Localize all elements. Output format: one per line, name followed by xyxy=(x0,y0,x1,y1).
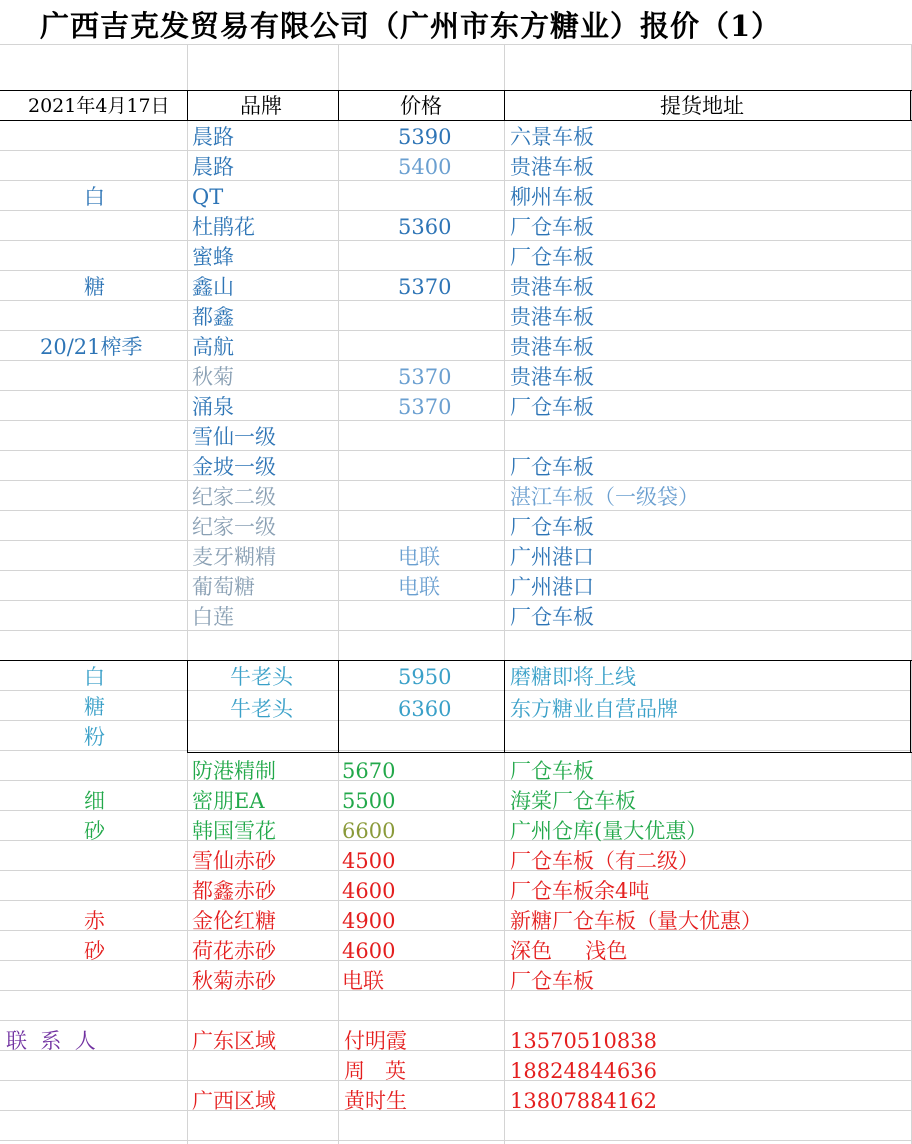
brand-cell: 防港精制 xyxy=(192,759,276,783)
brand-cell: 蜜蜂 xyxy=(192,245,234,269)
address-cell: 厂仓车板 xyxy=(510,605,594,629)
brand-cell: 纪家一级 xyxy=(192,515,276,539)
price-cell: 电联 xyxy=(398,545,440,569)
brand-cell: 都鑫 xyxy=(192,305,234,329)
brand-cell: 秋菊赤砂 xyxy=(192,969,276,993)
address-cell: 厂仓车板 xyxy=(510,969,594,993)
grid-vline xyxy=(910,660,911,752)
price-cell: 5370 xyxy=(398,395,452,419)
header-price: 价格 xyxy=(400,94,442,118)
fine-label-2: 砂 xyxy=(84,819,105,843)
grid-hline xyxy=(0,510,912,511)
grid-hline xyxy=(0,1050,912,1051)
grid-hline xyxy=(0,600,912,601)
grid-hline xyxy=(187,752,912,753)
brand-cell: 荷花赤砂 xyxy=(192,939,276,963)
address-cell: 厂仓车板 xyxy=(510,245,594,269)
grid-hline xyxy=(0,300,912,301)
brand-cell: 牛老头 xyxy=(230,697,293,721)
grid-hline xyxy=(0,990,912,991)
grid-hline xyxy=(0,330,912,331)
brand-cell: 秋菊 xyxy=(192,365,234,389)
address-cell: 广州仓库(量大优惠） xyxy=(510,819,708,843)
address-cell: 厂仓车板（有二级） xyxy=(510,849,699,873)
grid-hline xyxy=(0,630,912,631)
grid-vline xyxy=(338,90,339,120)
grid-hline xyxy=(0,540,912,541)
address-cell: 柳州车板 xyxy=(510,185,594,209)
brand-cell: 金坡一级 xyxy=(192,455,276,479)
grid-hline xyxy=(0,150,912,151)
grid-hline xyxy=(0,1020,912,1021)
season-label: 20/21榨季 xyxy=(40,335,143,359)
price-cell: 5370 xyxy=(398,275,452,299)
grid-hline xyxy=(0,1110,912,1111)
price-cell: 6360 xyxy=(398,697,452,721)
white-sugar-label-1: 白 xyxy=(84,185,105,209)
grid-hline xyxy=(0,44,912,45)
grid-hline xyxy=(0,1080,912,1081)
address-cell: 新糖厂仓车板（量大优惠） xyxy=(510,909,762,933)
brand-cell: 雪仙赤砂 xyxy=(192,849,276,873)
brand-cell: 麦牙糊精 xyxy=(192,545,276,569)
grid-hline xyxy=(0,660,912,661)
red-label-1: 赤 xyxy=(84,909,105,933)
grid-hline xyxy=(0,1140,912,1141)
grid-hline xyxy=(0,780,912,781)
brand-cell: 雪仙一级 xyxy=(192,425,276,449)
brand-cell: 金伦红糖 xyxy=(192,909,276,933)
header-address: 提货地址 xyxy=(660,94,744,118)
price-cell: 电联 xyxy=(398,575,440,599)
header-date: 2021年4月17日 xyxy=(28,95,170,117)
address-cell: 海棠厂仓车板 xyxy=(510,789,636,813)
contact-region: 广西区域 xyxy=(192,1089,276,1113)
address-cell: 厂仓车板余4吨 xyxy=(510,879,650,903)
address-cell: 贵港车板 xyxy=(510,335,594,359)
address-cell: 磨糖即将上线 xyxy=(510,665,636,689)
grid-hline xyxy=(0,930,912,931)
grid-hline xyxy=(0,690,912,691)
contacts-label: 联 系 人 xyxy=(6,1029,96,1053)
address-cell: 广州港口 xyxy=(510,575,594,599)
price-cell: 6600 xyxy=(342,819,396,843)
address-cell: 东方糖业自营品牌 xyxy=(510,697,678,721)
grid-hline xyxy=(0,840,912,841)
contact-phone: 18824844636 xyxy=(510,1059,657,1083)
contact-phone: 13807884162 xyxy=(510,1089,657,1113)
brand-cell: 韩国雪花 xyxy=(192,819,276,843)
brand-cell: 高航 xyxy=(192,335,234,359)
grid-hline xyxy=(0,870,912,871)
grid-hline xyxy=(0,570,912,571)
price-cell: 5950 xyxy=(398,665,452,689)
address-cell: 贵港车板 xyxy=(510,275,594,299)
brand-cell: QT xyxy=(192,185,224,209)
address-cell: 厂仓车板 xyxy=(510,215,594,239)
grid-vline xyxy=(187,44,188,1144)
white-sugar-label-2: 糖 xyxy=(84,275,105,299)
price-cell: 5370 xyxy=(398,365,452,389)
powder-label-1: 白 xyxy=(84,665,105,689)
address-cell: 厂仓车板 xyxy=(510,759,594,783)
address-cell: 厂仓车板 xyxy=(510,395,594,419)
price-cell: 5360 xyxy=(398,215,452,239)
powder-label-3: 粉 xyxy=(84,725,105,749)
price-cell: 4500 xyxy=(342,849,396,873)
grid-vline xyxy=(338,660,339,752)
powder-label-2: 糖 xyxy=(84,695,105,719)
grid-hline xyxy=(0,960,912,961)
grid-vline xyxy=(504,44,505,1144)
grid-hline xyxy=(0,240,912,241)
address-cell: 六景车板 xyxy=(510,125,594,149)
price-cell: 5400 xyxy=(398,155,452,179)
grid-hline xyxy=(0,810,912,811)
grid-vline xyxy=(910,90,911,120)
price-cell: 4600 xyxy=(342,939,396,963)
contact-name: 付明霞 xyxy=(344,1029,407,1053)
price-cell: 4900 xyxy=(342,909,396,933)
price-cell: 5390 xyxy=(398,125,452,149)
brand-cell: 纪家二级 xyxy=(192,485,276,509)
brand-cell: 晨路 xyxy=(192,125,234,149)
address-cell: 贵港车板 xyxy=(510,365,594,389)
address-cell: 贵港车板 xyxy=(510,155,594,179)
contact-name: 黄时生 xyxy=(344,1089,407,1113)
brand-cell: 鑫山 xyxy=(192,275,234,299)
address-cell: 湛江车板（一级袋） xyxy=(510,485,699,509)
grid-vline xyxy=(504,660,505,752)
price-cell: 5500 xyxy=(342,789,396,813)
grid-hline xyxy=(0,450,912,451)
grid-hline xyxy=(0,900,912,901)
grid-hline xyxy=(0,270,912,271)
address-cell: 深色 浅色 xyxy=(510,939,628,963)
grid-hline xyxy=(0,390,912,391)
brand-cell: 密朋EA xyxy=(192,789,265,813)
brand-cell: 牛老头 xyxy=(230,665,293,689)
grid-vline xyxy=(504,90,505,120)
grid-vline xyxy=(338,44,339,1144)
address-cell: 厂仓车板 xyxy=(510,515,594,539)
grid-hline xyxy=(0,480,912,481)
brand-cell: 涌泉 xyxy=(192,395,234,419)
grid-hline xyxy=(0,750,912,751)
grid-hline xyxy=(0,420,912,421)
brand-cell: 杜鹃花 xyxy=(192,215,255,239)
grid-hline xyxy=(0,180,912,181)
brand-cell: 白莲 xyxy=(192,605,234,629)
brand-cell: 晨路 xyxy=(192,155,234,179)
page-title: 广西吉克发贸易有限公司（广州市东方糖业）报价（1） xyxy=(40,9,782,43)
grid-vline xyxy=(187,660,188,752)
address-cell: 广州港口 xyxy=(510,545,594,569)
address-cell: 贵港车板 xyxy=(510,305,594,329)
grid-vline xyxy=(187,90,188,120)
grid-hline xyxy=(0,720,912,721)
grid-hline xyxy=(0,210,912,211)
price-cell: 4600 xyxy=(342,879,396,903)
brand-cell: 葡萄糖 xyxy=(192,575,255,599)
contact-phone: 13570510838 xyxy=(510,1029,657,1053)
contact-region: 广东区域 xyxy=(192,1029,276,1053)
red-label-2: 砂 xyxy=(84,939,105,963)
header-brand: 品牌 xyxy=(240,94,282,118)
price-cell: 5670 xyxy=(342,759,396,783)
contact-name: 周 英 xyxy=(344,1059,407,1083)
brand-cell: 都鑫赤砂 xyxy=(192,879,276,903)
price-cell: 电联 xyxy=(342,969,384,993)
address-cell: 厂仓车板 xyxy=(510,455,594,479)
fine-label-1: 细 xyxy=(84,789,105,813)
